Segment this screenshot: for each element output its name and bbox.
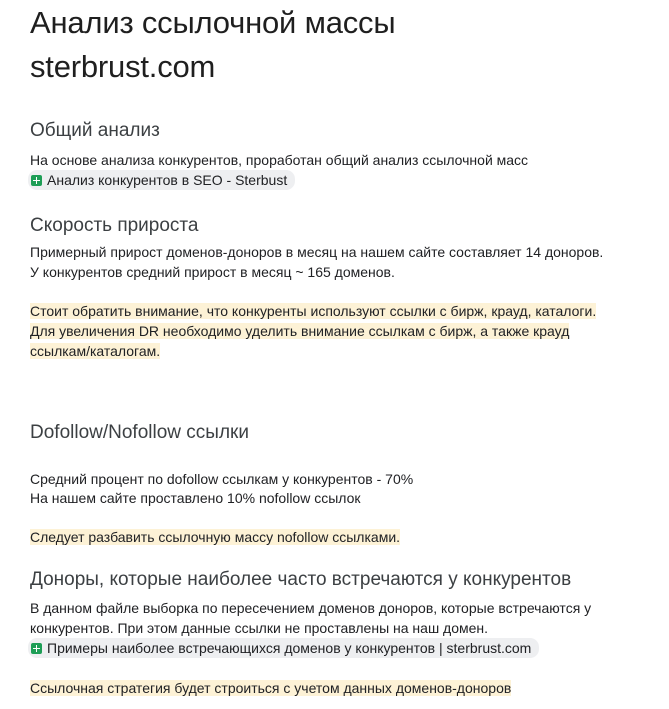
donors-note	[30, 678, 511, 698]
document-title-line-2: sterbrust.com	[30, 49, 216, 84]
highlighted-text: Ссылочная стратегия будет строиться с учетом данных доменов-доноров	[30, 680, 512, 696]
frequent-domains-sheet-link[interactable]	[28, 638, 539, 658]
dofollow-note	[30, 527, 400, 547]
growth-note-line-2	[30, 321, 569, 341]
highlighted-text: Следует разбавить ссылочную массу nofollow ссылками.	[30, 529, 401, 545]
dofollow-text-line-1: Средний процент по dofollow ссылкам у конкурентов - 70%	[30, 471, 414, 487]
link-label: Примеры наиболее встречающихся доменов у конкурентов | sterbrust.com	[47, 640, 532, 656]
general-analysis-text: На основе анализа конкурентов, проработан общий анализ ссылочной масс	[30, 152, 529, 168]
heading-frequent-donors: Доноры, которые наиболее часто встречаются у конкурентов	[30, 569, 572, 590]
highlighted-text: Стоит обратить внимание, что конкуренты используют ссылки с бирж, крауд, каталоги.	[30, 303, 597, 319]
growth-text-line-2: У конкурентов средний прирост в месяц ~ 165 доменов.	[30, 264, 395, 280]
highlighted-text: Для увеличения DR необходимо уделить внимание ссылкам с бирж, а также крауд	[30, 323, 570, 339]
dofollow-text-line-2: На нашем сайте проставлено 10% nofollow ссылок	[30, 490, 361, 506]
growth-text-line-1: Примерный прирост доменов-доноров в месяц на нашем сайте составляет 14 доноров.	[30, 244, 604, 260]
heading-general-analysis: Общий анализ	[30, 120, 160, 141]
heading-growth-speed: Скорость прироста	[30, 215, 199, 236]
highlighted-text: ссылкам/каталогам.	[30, 343, 161, 359]
donors-text-line-1: В данном файле выборка по пересечением доменов доноров, которые встречаются у	[30, 600, 592, 616]
growth-note-line-3	[30, 341, 160, 361]
competitor-analysis-sheet-link[interactable]	[28, 170, 295, 190]
heading-dofollow-nofollow: Dofollow/Nofollow ссылки	[30, 422, 249, 443]
donors-text-line-2: конкурентов. При этом данные ссылки не проставлены на наш домен.	[30, 620, 489, 636]
google-sheets-icon	[31, 643, 42, 654]
document-title-line-1: Анализ ссылочной массы	[30, 5, 396, 40]
google-sheets-icon	[31, 175, 42, 186]
growth-note-line-1	[30, 301, 596, 321]
link-label: Анализ конкурентов в SEO - Sterbust	[47, 172, 288, 188]
